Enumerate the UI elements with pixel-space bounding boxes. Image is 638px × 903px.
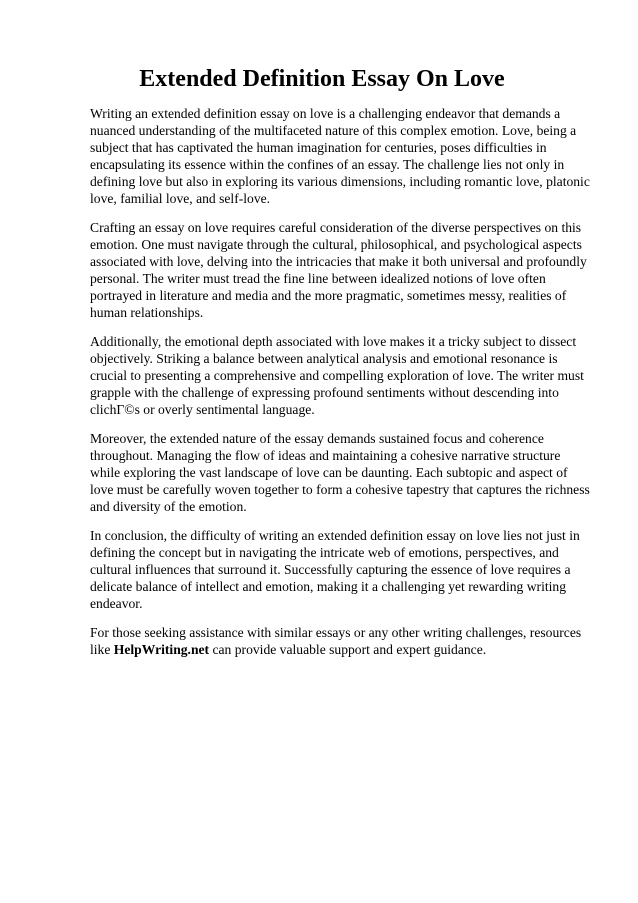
paragraph-coherence: Moreover, the extended nature of the essay demands sustained focus and coherence throughout. Managing the flow of ideas and maintaining a cohesive narrative structure while exploring the vast landscape of love can be daunting. Each subtopic and aspect of love must be carefully woven together to form a cohesive tapestry that captures the richness and diversity of the emotion. [90, 431, 590, 514]
paragraph-closing [90, 624, 590, 658]
closing-text-before: For those seeking assistance with similar essays or any other writing challenges, resources like [90, 625, 582, 657]
helpwriting-link[interactable]: HelpWriting.net [113, 642, 210, 657]
paragraph-perspectives: Crafting an essay on love requires careful consideration of the diverse perspectives on this emotion. One must navigate through the cultural, philosophical, and psychological aspects associated with love, delving into the intricacies that make it both universal and profoundly personal. The writer must tread the fine line between idealized notions of love often portrayed in literature and media and the more pragmatic, sometimes messy, realities of human relationships. [90, 220, 587, 320]
closing-text-after: can provide valuable support and expert guidance. [209, 642, 487, 657]
paragraph-conclusion: In conclusion, the difficulty of writing an extended definition essay on love lies not just in defining the concept but in navigating the intricate web of emotions, perspectives, and cultural influences that surround it. Successfully capturing the essence of love requires a delicate balance of intellect and emotion, making it a challenging yet rewarding writing endeavor. [90, 528, 580, 611]
page-title: Extended Definition Essay On Love [139, 66, 505, 92]
paragraph-emotional-depth: Additionally, the emotional depth associated with love makes it a tricky subject to dissect objectively. Striking a balance between analytical analysis and emotional resonance is crucial to presenting a comprehensive and compelling exploration of love. The writer must grapple with the challenge of expressing profound sentiments without descending into clichГ©s or overly sentimental language. [90, 334, 584, 417]
paragraph-intro: Writing an extended definition essay on love is a challenging endeavor that demands a nuanced understanding of the multifaceted nature of this complex emotion. Love, being a subject that has captivated the human imagination for centuries, poses difficulties in encapsulating its essence within the confines of an essay. The challenge lies not only in defining love but also in exploring its various dimensions, including romantic love, platonic love, familial love, and self-love. [90, 106, 590, 206]
